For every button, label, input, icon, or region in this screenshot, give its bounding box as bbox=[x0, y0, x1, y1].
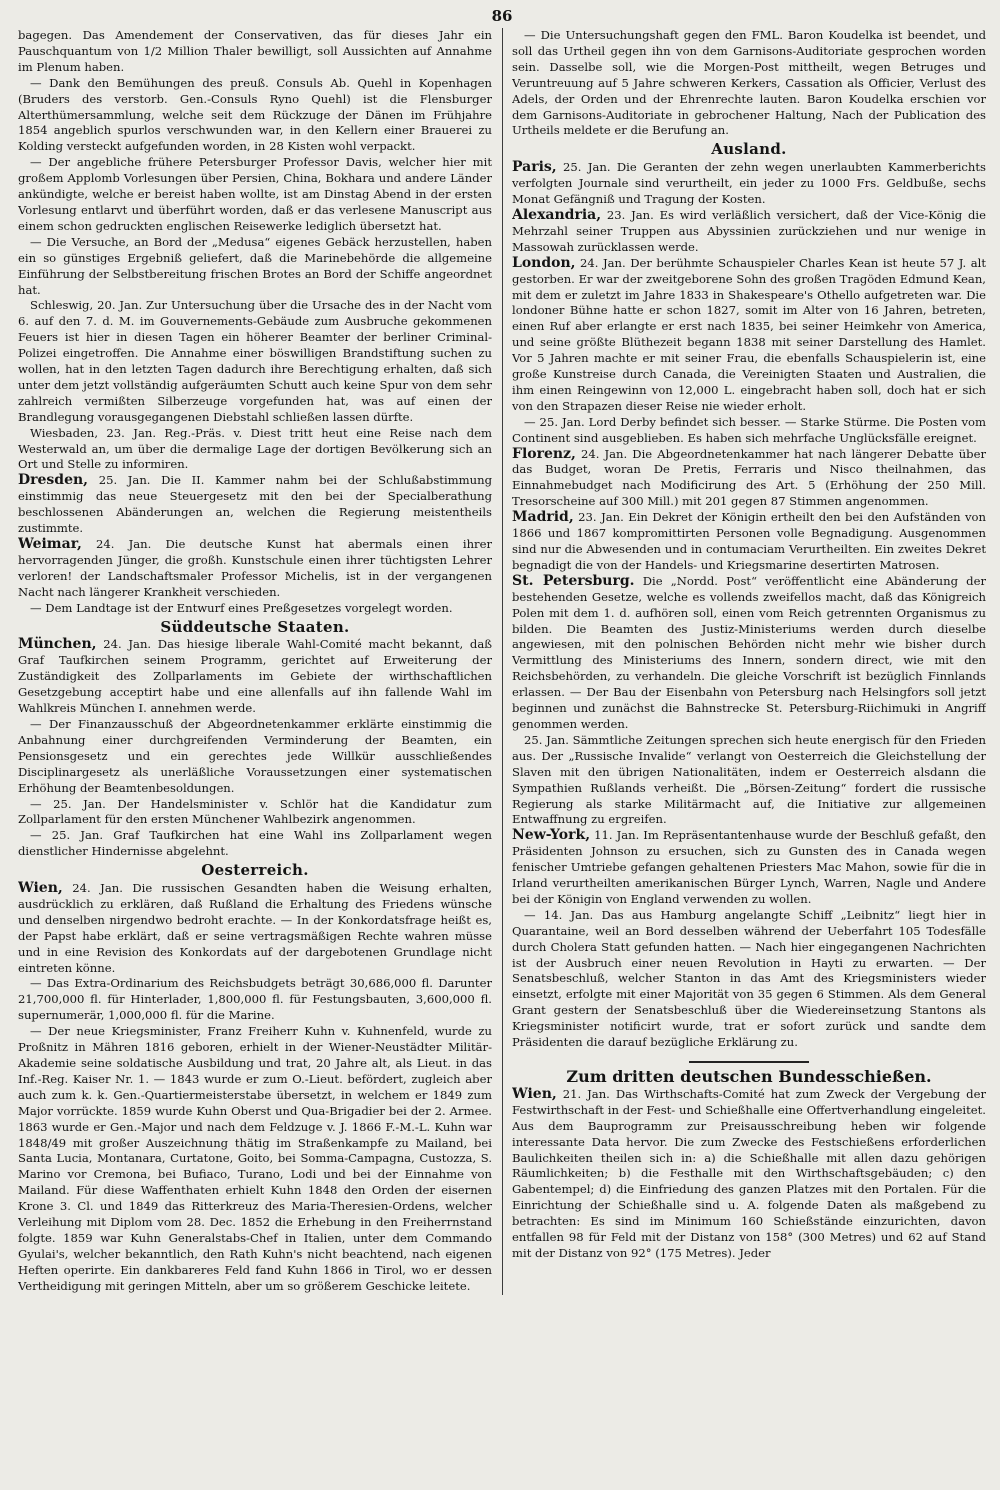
section-heading: Zum dritten deutschen Bundesschießen. bbox=[566, 1067, 932, 1086]
article-paragraph: — Die Versuche, an Bord der „Medusa“ eigenes Gebäck herzustellen, haben ein so günstiges Ergebniß geliefert, daß die Marinebehörde die allgemeine Einführung der Selbstbereitung frischen Brotes an Bord der Schiffe angeordnet hat. bbox=[18, 234, 492, 297]
article-paragraph bbox=[18, 881, 492, 976]
article-paragraph: bagegen. Das Amendement der Conservativen, das für dieses Jahr ein Pauschquantum von 1/2 Million Thaler bewilligt, soll Aussichten auf Annahme im Plenum haben. bbox=[18, 28, 492, 74]
article-paragraph bbox=[512, 208, 986, 256]
article-text: 23. Jan. Es wird verläßlich versichert, daß der Vice-König die Mehrzahl seiner Truppen aus Abyssinien zurückziehen und nur wenige in Massowah zurücklassen werde. bbox=[512, 207, 986, 254]
article-paragraph: — 25. Jan. Lord Derby befindet sich besser. — Starke Stürme. Die Posten vom Continent sind ausgeblieben. Es haben sich mehrfache Unglücksfälle ereignet. bbox=[512, 414, 986, 445]
article-paragraph: — Dank den Bemühungen des preuß. Consuls Ab. Quehl in Kopenhagen (Bruders des verstorb. Gen.-Consuls Ryno Quehl) ist die Flensburger Alterthümersammlung, welche seit dem Rückzuge der Dänen im Frühjahre 1854 angeblich spurlos verschwunden war, in den Kellern einer Brauerei zu Kolding versteckt aufgefunden worden, in 28 Kisten wohl verpackt. bbox=[18, 75, 492, 154]
dateline-place: Wien, bbox=[18, 880, 63, 897]
article-text: 24. Jan. Der berühmte Schauspieler Charles Kean ist heute 57 J. alt gestorben. Er war der zweitgeborene Sohn des großen Tragöden Edmund Kean, mit dem er zuletzt im Jahre 1833 in Shakespeare's Othello aufgetreten war. Die londoner Bühne hatte er schon 1827, somit im Alter von 16 Jahren, betreten, einen Ruf aber erlangte er erst nach 1835, bei seiner Heimkehr von America, und seine größte Blüthezeit begann 1838 mit seiner Darstellung des Hamlet. Vor 5 Jahren machte er mit seiner Frau, die ebenfalls Schauspielerin ist, eine große Kunstreise durch Canada, die Vereinigten Staaten und Australien, die ihm einen Reingewinn von 12,000 L. eingebracht haben soll, doch hat er sich von den Strapazen dieser Reise nie wieder erholt. bbox=[512, 255, 986, 413]
article-paragraph bbox=[512, 447, 986, 511]
article-paragraph: Wiesbaden, 23. Jan. Reg.-Präs. v. Diest tritt heut eine Reise nach dem Westerwald an, um über die dermalige Lage der dortigen Bevölkerung sich an Ort und Stelle zu informiren. bbox=[18, 425, 492, 472]
article-paragraph: — 14. Jan. Das aus Hamburg angelangte Schiff „Leibnitz“ liegt hier in Quarantaine, weil an Bord desselben während der Ueberfahrt 105 Todesfälle durch Cholera Statt gefunden hatten. — Nach hier eingegangenen Nachrichten ist der Ausbruch einer neuen Revolution in Hayti zu erwarten. — Der Senatsbeschluß, welcher Stanton in das Amt des Kriegsministers wieder einsetzt, erfolgte mit einer Majorität von 35 gegen 6 Stimmen. Als dem General Grant gestern der Senatsbeschluß über die Wiedereinsetzung Stantons als Kriegsminister notificirt wurde, trat er sofort zurück und sandte dem Präsidenten die darauf bezügliche Erklärung zu. bbox=[512, 907, 986, 1050]
article-paragraph: 25. Jan. Sämmtliche Zeitungen sprechen sich heute energisch für den Frieden aus. Der „Russische Invalide“ verlangt von Oesterreich die Gleichstellung der Slaven mit den übrigen Nationalitäten, indem er Oesterreich alsdann die Sympathien Rußlands verheißt. Die „Börsen-Zeitung“ fordert die russische Regierung als starke Militärmacht auf, die Initiative zur allgemeinen Entwaffnung zu ergreifen. bbox=[512, 732, 986, 827]
dateline-place: Alexandria, bbox=[512, 206, 602, 223]
section-divider bbox=[689, 1061, 809, 1063]
section-heading: Ausland. bbox=[711, 140, 787, 159]
section-heading: Oesterreich. bbox=[201, 861, 309, 880]
column-rule bbox=[502, 28, 503, 1295]
left-column bbox=[18, 28, 492, 1295]
article-paragraph: — 25. Jan. Graf Taufkirchen hat eine Wahl ins Zollparlament wegen dienstlicher Hindernisse abgelehnt. bbox=[18, 828, 492, 859]
article-text: 11. Jan. Im Repräsentantenhause wurde der Beschluß gefaßt, den Präsidenten Johnson zu ersuchen, sich zu Gunsten des in Canada wegen fenischer Umtriebe gefangen gehaltenen Priesters Mac Mahon, sowie für die in Irland verurtheilten amerikanischen Bürger Lynch, Warren, Nagle und Andere bei der Königin von England verwenden zu wollen. bbox=[512, 828, 986, 906]
article-paragraph bbox=[512, 160, 986, 208]
article-paragraph: — Der Finanzausschuß der Abgeordnetenkammer erklärte einstimmig die Anbahnung einer durchgreifenden Verminderung der Beamten, ein Pensionsgesetz und ein gerechtes jede Willkür ausschließendes Disciplinargesetz als unerläßliche Voraussetzungen einer systematischen Erhöhung der Beamtenbesoldungen. bbox=[18, 716, 492, 795]
article-text: 24. Jan. Die Abgeordnetenkammer hat nach längerer Debatte über das Budget, woran De Pretis, Ferraris und Nisco theilnahmen, das Einnahmebudget nach Modificirung des Art. 5 (Erhöhung der 250 Mill. Tresorscheine auf 300 Mill.) mit 201 gegen 87 Stimmen angenommen. bbox=[512, 446, 986, 509]
article-text: 21. Jan. Das Wirthschafts-Comité hat zum Zweck der Vergebung der Festwirthschaft in der Fest- und Schießhalle eine Offertverhandlung eingeleitet. Aus dem Bauprogramm zur Preisausschreibung heben wir folgende interessante Data hervor. Die zum Zwecke des Festschießens erforderlichen Baulichkeiten theilen sich in: a) die Schießhalle mit allen dazu gehörigen Räumlichkeiten; b) die Festhalle mit den Wirthschaftsgebäuden; c) den Gabentempel; d) die Einfriedung des ganzen Platzes mit den Portalen. Für die Einrichtung der Schießhalle sind u. A. folgende Daten als maßgebend zu betrachten: Es sind im Minimum 160 Schießstände einzurichten, davon entfallen 98 für Feld mit der Distanz von 158° (300 Metres) und 62 auf Stand mit der Distanz von 92° (175 Metres). Jeder bbox=[512, 1086, 986, 1260]
article-paragraph bbox=[512, 510, 986, 574]
article-text: 25. Jan. Die Geranten der zehn wegen unerlaubten Kammerberichts verfolgten Journale sind verurtheilt, ein jeder zu 1000 Frs. Geldbuße, sechs Monat Gefängniß und Tragung der Kosten. bbox=[512, 160, 986, 207]
article-text: 24. Jan. Die russischen Gesandten haben die Weisung erhalten, ausdrücklich zu erklären, daß Rußland die Erhaltung des Friedens wünsche und denselben nirgendwo bedroht erachte. — In der Konkordatsfrage heißt es, der Papst habe erklärt, daß er seine vertragsmäßigen Rechte wahren müsse und in eine Revision des Konkordats auf der dargebotenen Grundlage nicht eintreten könne. bbox=[18, 881, 492, 975]
article-paragraph bbox=[512, 828, 986, 908]
article-text: 24. Jan. Die deutsche Kunst hat abermals einen ihrer hervorragenden Jünger, die großh. Kunstschule einen ihrer tüchtigsten Lehrer verloren! der Landschaftsmaler Professor Michelis, ist in der vergangenen Nacht nach längerer Krankheit verschieden. bbox=[18, 537, 492, 599]
dateline-place: New-York, bbox=[512, 827, 591, 844]
columns bbox=[18, 28, 986, 1295]
article-text: Die „Nordd. Post“ veröffentlicht eine Abänderung der bestehenden Gesetze, welche es vollends zweifellos macht, daß das Königreich Polen mit dem 1. d. aufhören soll, einen vom Reich getrennten Organismus zu bilden. Die Beamten des Justiz-Ministeriums werden durch dieselbe angewiesen, mit den polnischen Behörden nicht mehr wie bisher durch Vermittlung des Ministeriums des Innern, sondern direct, wie mit den Reichsbehörden, zu verhandeln. Die gleiche Vorschrift ist bezüglich Finnlands erlassen. — Der Bau der Eisenbahn von Petersburg nach Helsingfors soll jetzt beginnen und zunächst die Bahnstrecke St. Petersburg-Riichimuki in Angriff genommen werden. bbox=[512, 573, 986, 731]
article-paragraph: — Die Untersuchungshaft gegen den FML. Baron Koudelka ist beendet, und soll das Urtheil gegen ihn von dem Garnisons-Auditoriate gesprochen worden sein. Dasselbe soll, wie die Morgen-Post mittheilt, wegen Betruges und Veruntreuung auf 5 Jahre schweren Kerkers, Cassation als Officier, Verlust des Adels, der Orden und der Ehrenrechte lauten. Baron Koudelka erschien vor dem Garnisons-Auditoriate in gebrochener Haltung, Nach der Publication des Urtheils meldete er die Berufung an. bbox=[512, 28, 986, 138]
page-number: 86 bbox=[491, 7, 513, 25]
article-text: 23. Jan. Ein Dekret der Königin ertheilt den bei den Aufständen von 1866 und 1867 kompromittirten Personen volle Begnadigung. Ausgenommen sind nur die Abwesenden und in contumaciam Verurtheilten. Ein zweites Dekret begnadigt die von der Handels- und Kriegsmarine desertirten Matrosen. bbox=[512, 510, 986, 572]
article-paragraph: — Dem Landtage ist der Entwurf eines Preßgesetzes vorgelegt worden. bbox=[30, 600, 453, 615]
article-paragraph bbox=[18, 537, 492, 601]
article-paragraph: — 25. Jan. Der Handelsminister v. Schlör hat die Kandidatur zum Zollparlament für den ersten Münchener Wahlbezirk angenommen. bbox=[18, 796, 492, 827]
article-paragraph bbox=[512, 1087, 986, 1262]
article-paragraph: — Der angebliche frühere Petersburger Professor Davis, welcher hier mit großem Applomb Vorlesungen über Persien, China, Bokhara und andere Länder ankündigte, welche er bereist haben wollte, ist am Dinstag Abend in der ersten Vorlesung entlarvt und überführt worden, daß er das verlesene Manuscript aus einem schon gedruckten englischen Reisewerke lediglich übersetzt hat. bbox=[18, 155, 492, 233]
dateline-place: München, bbox=[18, 636, 97, 653]
right-column bbox=[512, 28, 986, 1295]
article-paragraph bbox=[512, 256, 986, 415]
article-text: 24. Jan. Das hiesige liberale Wahl-Comité macht bekannt, daß Graf Taufkirchen seinem Programm, gerichtet auf Erweiterung der Zuständigkeit des Zollparlaments im Gebiete der wirthschaftlichen Gesetzgebung acceptirt habe und eine allenfalls auf ihn fallende Wahl im Wahlkreis München I. annehmen werde. bbox=[18, 637, 492, 716]
dateline-place: Florenz, bbox=[512, 445, 576, 462]
article-paragraph bbox=[18, 473, 492, 537]
dateline-place: Weimar, bbox=[18, 536, 82, 552]
article-paragraph: Schleswig, 20. Jan. Zur Untersuchung über die Ursache des in der Nacht vom 6. auf den 7. d. M. im Gouvernements-Gebäude zum Ausbruche gekommenen Feuers ist hier in diesen Tagen ein höherer Beamter der berliner Criminal-Polizei eingetroffen. Die Annahme einer böswilligen Brandstiftung suchen zu wollen, hat in den letzten Tagen dadurch ihre Berechtigung erhalten, daß sich unter dem jetzt vollständig aufgeräumten Schutt auch keine Spur von dem sehr zahlreich vermißten Silberzeuge vorgefunden hat, was auf einen der Brandlegung vorausgegangenen Diebstahl schließen lassen dürfte. bbox=[18, 298, 492, 424]
dateline-place: Dresden, bbox=[18, 472, 89, 489]
dateline-place: St. Petersburg. bbox=[512, 572, 635, 589]
article-paragraph bbox=[512, 574, 986, 733]
article-paragraph: — Das Extra-Ordinarium des Reichsbudgets beträgt 30,686,000 fl. Darunter 21,700,000 fl. für Hinterlader, 1,800,000 fl. für Festungsbauten, 3,600,000 fl. supernumerär, 1,000,000 fl. für die Marine. bbox=[18, 976, 492, 1023]
dateline-place: Madrid, bbox=[512, 509, 574, 526]
article-text: 25. Jan. Die II. Kammer nahm bei der Schlußabstimmung einstimmig das neue Steuergesetz mit den bei der Specialberathung beschlossenen Abänderungen an, welchen die Regierung meistentheils zustimmte. bbox=[18, 473, 492, 536]
article-paragraph bbox=[18, 637, 492, 717]
section-heading: Süddeutsche Staaten. bbox=[160, 617, 350, 636]
dateline-place: Paris, bbox=[512, 159, 557, 176]
dateline-place: London, bbox=[512, 254, 576, 271]
dateline-place: Wien, bbox=[512, 1085, 557, 1102]
article-paragraph: — Der neue Kriegsminister, Franz Freiherr Kuhn v. Kuhnenfeld, wurde zu Proßnitz in Mähren 1816 geboren, erhielt in der Wiener-Neustädter Militär-Akademie seine soldatische Ausbildung und trat, 20 Jahre alt, als Lieut. in das Inf.-Reg. Kaiser Nr. 1. — 1843 wurde er zum O.-Lieut. befördert, zugleich aber auch zum k. k. Gen.-Quartiermeisterstabe übersetzt, in welchem er 1849 zum Major vorrückte. 1859 wurde Kuhn Oberst und Qua-Brigadier bei der 2. Armee. 1863 wurde er Gen.-Major und nach dem Feldzuge v. J. 1866 F.-M.-L. Kuhn war 1848/49 mit großer Auszeichnung thätig im Straßenkampfe zu Mailand, bei Santa Lucia, Montanara, Curtatone, Goito, bei Somma-Campagna, Custozza, S. Marino vor Cremona, bei Bufiaco, Turano, Lodi und bei der Einnahme von Mailand. Für diese Waffenthaten erhielt Kuhn 1848 den Orden der eisernen Krone 3. Cl. und 1849 das Ritterkreuz des Maria-Theresien-Ordens, welcher Verleihung mit Diplom vom 28. Dec. 1852 die Erhebung in den Freiherrnstand folgte. 1859 war Kuhn Generalstabs-Chef in Italien, unter dem Commando Gyulai's, welcher bekanntlich, den Rath Kuhn's nicht beachtend, nach eigenen Heften operirte. Ein dankbareres Feld fand Kuhn 1866 in Tirol, wo er dessen Vertheidigung mit geringen Mitteln, aber um so größerem Geschicke leitete. bbox=[18, 1024, 492, 1293]
